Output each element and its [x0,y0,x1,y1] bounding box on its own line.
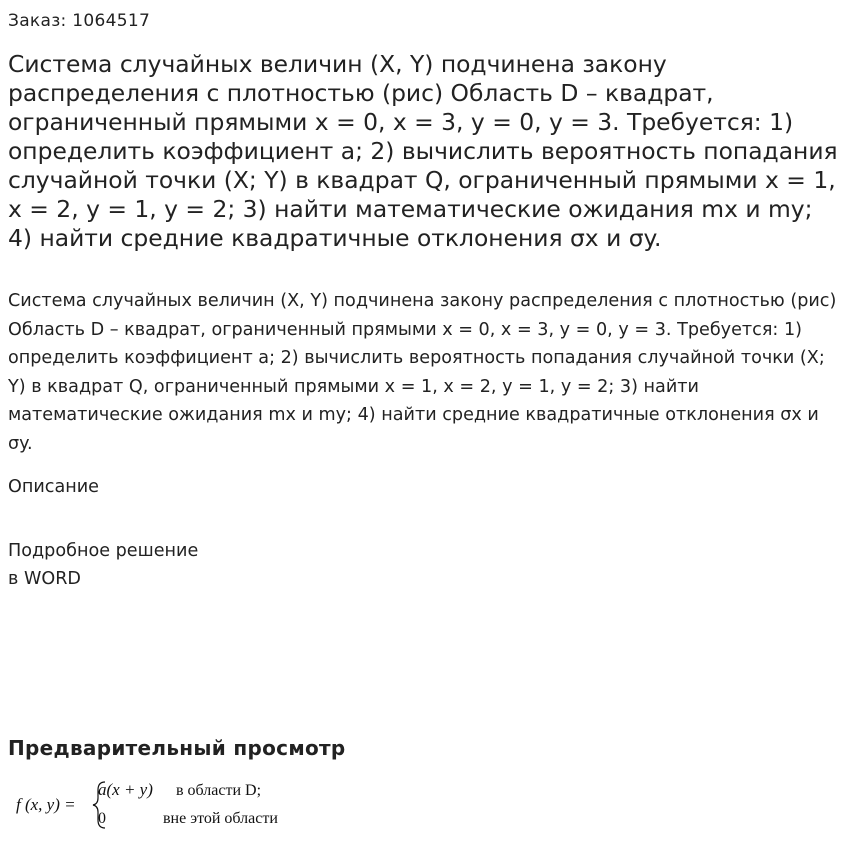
formula-case1-expr: a(x + y) [98,780,153,799]
description-label: Описание [8,477,100,497]
solution-note [8,537,198,593]
order-number: Заказ: 1064517 [8,11,151,31]
formula-image [8,774,328,834]
formula-case2-cond: вне этой области [163,810,278,827]
solution-line-2: в WORD [8,569,81,589]
problem-title: Система случайных величин (X, Y) подчинена закону распределения с плотностью (рис) Область D – квадрат, ограниченный прямыми x = 0, x = 3, y = 0, y = 3. Требуется: 1) определить коэффициент a; 2) вычислить вероятность попадания случайной точки (X; Y) в квадрат Q, ограниченный прямыми x = 1, x = 2, y = 1, y = 2; 3) найти математические ожидания mx и my; 4) найти средние квадратичные отклонения σx и σy. [8,50,838,252]
formula-lhs: f (x, y) = [16,795,76,814]
problem-text: Система случайных величин (X, Y) подчинена закону распределения с плотностью (рис) Область D – квадрат, ограниченный прямыми x = 0, x = 3, y = 0, y = 3. Требуется: 1) определить коэффициент a; 2) вычислить вероятность попадания случайной точки (X; Y) в квадрат Q, ограниченный прямыми x = 1, x = 2, y = 1, y = 2; 3) найти математические ожидания mx и my; 4) найти средние квадратичные отклонения σx и σy. [8,291,837,454]
formula-case1-cond: в области D; [176,782,262,799]
solution-line-1: Подробное решение [8,541,199,561]
preview-title: Предварительный просмотр [8,736,346,760]
density-formula [8,774,328,834]
formula-case2-expr: 0 [98,810,106,827]
